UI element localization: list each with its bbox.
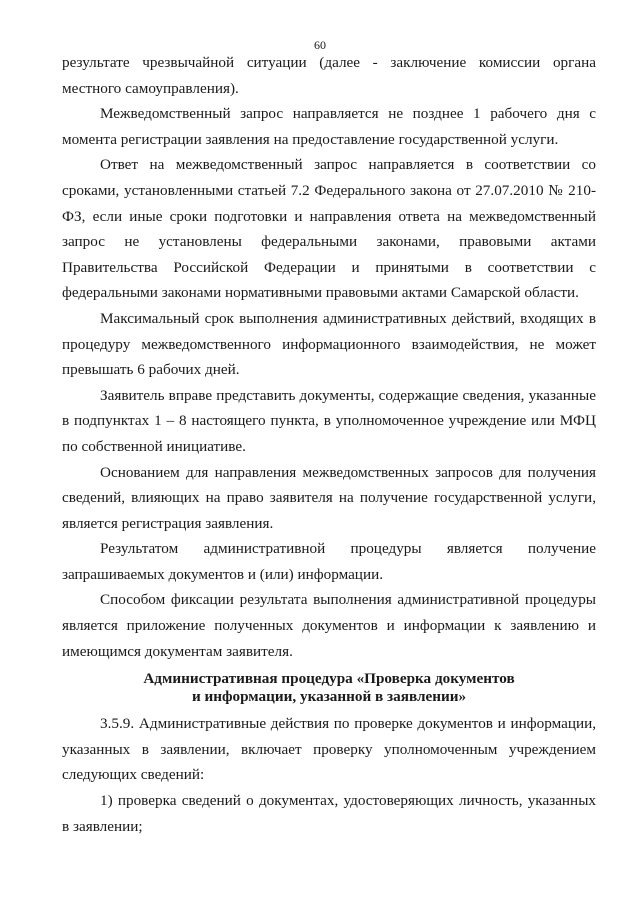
section-heading: [62, 670, 596, 706]
paragraph: Максимальный срок выполнения административных действий, входящих в процедуру межведомственного информационного взаимодействия, не может превышать 6 рабочих дней.: [62, 309, 596, 379]
page-number: 60: [314, 38, 326, 52]
document-body: [62, 50, 596, 839]
paragraph: 3.5.9. Административные действия по проверке документов и информации, указанных в заявлении, включает проверку уполномоченным учреждением следующих сведений:: [62, 715, 596, 784]
paragraph: Результатом административной процедуры является получение запрашиваемых документов и (или) информации.: [62, 540, 596, 583]
section-heading-line: Административная процедура «Проверка документов: [143, 670, 515, 688]
paragraph: Межведомственный запрос направляется не позднее 1 рабочего дня с момента регистрации заявления на предоставление государственной услуги.: [62, 105, 596, 148]
paragraph: Способом фиксации результата выполнения административной процедуры является приложение полученных документов и информации к заявлению и имеющимся документам заявителя.: [62, 591, 596, 660]
paragraph: Заявитель вправе представить документы, содержащие сведения, указанные в подпунктах 1 – 8 настоящего пункта, в уполномоченное учреждение или МФЦ по собственной инициативе.: [62, 386, 596, 455]
paragraph: Ответ на межведомственный запрос направляется в соответствии со сроками, установленными статьей 7.2 Федерального закона от 27.07.2010 № 210-ФЗ, если иные сроки подготовки и направления ответа на межведомственный запрос не установлены федеральными законами, правовыми актами Правительства Российской Федерации и принятыми в соответствии с федеральными законами нормативными правовыми актами Самарской области.: [62, 156, 596, 302]
paragraph: Основанием для направления межведомственных запросов для получения сведений, влияющих на право заявителя на получение государственной услуги, является регистрация заявления.: [62, 463, 596, 532]
paragraph: 1) проверка сведений о документах, удостоверяющих личность, указанных в заявлении;: [62, 792, 596, 835]
paragraph: результате чрезвычайной ситуации (далее - заключение комиссии органа местного самоуправления).: [62, 54, 596, 97]
section-heading-line: и информации, указанной в заявлении»: [191, 688, 467, 706]
